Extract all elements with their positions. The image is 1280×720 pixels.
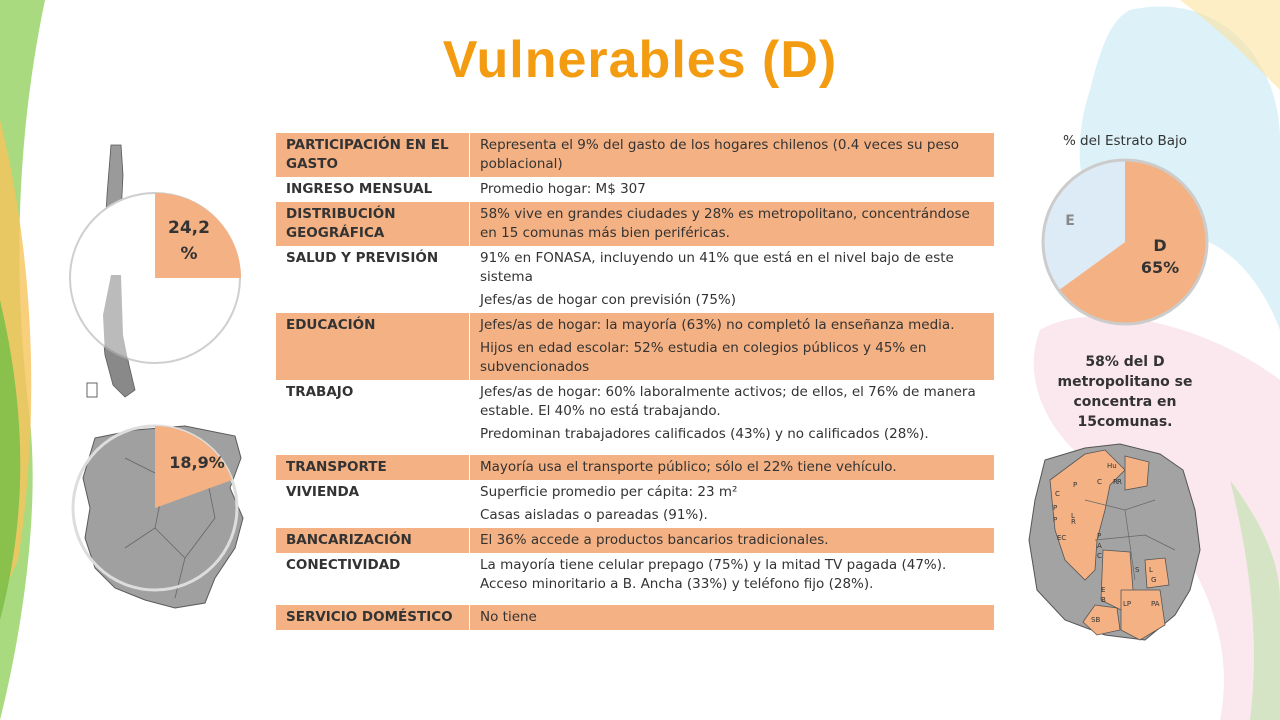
row-content-line: Casas aisladas o pareadas (91%). [480, 507, 708, 523]
row-content [469, 313, 994, 380]
row-content [469, 455, 994, 480]
pie-label-d-pct: 65% [1140, 258, 1180, 277]
map-label: Hu [1107, 462, 1117, 470]
row-label: PARTICIPACIÓN EN EL GASTO [286, 137, 449, 172]
map-label: PA [1151, 600, 1160, 608]
map-label: P [1053, 504, 1058, 512]
row-label: CONECTIVIDAD [286, 557, 401, 573]
row-content [469, 202, 994, 246]
row-content-line: Jefes/as de hogar con previsión (75%) [480, 292, 737, 308]
map-label: L [1149, 566, 1153, 574]
map-label: G [1151, 576, 1157, 584]
table-row [276, 202, 994, 246]
row-label: EDUCACIÓN [286, 317, 376, 333]
table-row [276, 605, 994, 630]
row-content-line: Predominan trabajadores calificados (43%) y no calificados (28%). [480, 426, 929, 442]
row-label: SERVICIO DOMÉSTICO [286, 609, 453, 625]
map-label: R [1113, 478, 1118, 486]
table-row [276, 553, 994, 597]
row-content-line: El 36% accede a productos bancarios tradicionales. [480, 532, 829, 548]
table-row [276, 528, 994, 553]
row-content [469, 246, 994, 313]
row-label: INGRESO MENSUAL [286, 181, 433, 197]
row-label: TRABAJO [286, 384, 354, 400]
metro-pie-label: 18,9% [169, 453, 225, 472]
row-content-line: Jefes/as de hogar: la mayoría (63%) no completó la enseñanza media. [480, 317, 955, 333]
row-content-line: Hijos en edad escolar: 52% estudia en colegios públicos y 45% en subvencionados [480, 340, 927, 375]
row-content [469, 480, 994, 528]
row-label: TRANSPORTE [286, 459, 387, 475]
row-content [469, 553, 994, 597]
chile-map-pie [65, 135, 265, 405]
map-label: P [1053, 516, 1058, 524]
table-row [276, 313, 994, 380]
map-label: B [1101, 596, 1106, 604]
row-content-line: Representa el 9% del gasto de los hogares chilenos (0.4 veces su peso poblacional) [480, 137, 960, 172]
row-content-line: 58% vive en grandes ciudades y 28% es metropolitano, concentrándose en 15 comunas más bien periféricas. [480, 206, 970, 241]
map-label: P [1097, 532, 1102, 540]
map-label: R [1071, 518, 1076, 526]
map-label: E [1101, 586, 1106, 594]
map-label: SB [1091, 616, 1101, 624]
map-label: C [1097, 552, 1102, 560]
map-label: A [1097, 542, 1102, 550]
map-label: P [1073, 481, 1078, 489]
row-content-line: Promedio hogar: M$ 307 [480, 181, 646, 197]
row-gap [276, 447, 994, 455]
national-pie-label: 24,2 % [168, 218, 210, 264]
table-row [276, 133, 994, 177]
row-content-line: La mayoría tiene celular prepago (75%) y la mitad TV pagada (47%). Acceso minoritario a B. Ancha (33%) y teléfono fijo (28%). [480, 557, 947, 592]
row-label: BANCARIZACIÓN [286, 532, 412, 548]
row-content-line: No tiene [480, 609, 537, 625]
pie-label-d-name: D [1153, 236, 1167, 255]
metro-map-pie [65, 418, 265, 618]
row-label: VIVIENDA [286, 484, 360, 500]
row-label: DISTRIBUCIÓN GEOGRÁFICA [286, 206, 396, 241]
table-row [276, 380, 994, 447]
map-label: LP [1123, 600, 1132, 608]
map-label: C [1097, 478, 1102, 486]
table-row [276, 455, 994, 480]
table-row [276, 246, 994, 313]
row-content-line: Mayoría usa el transporte público; sólo el 22% tiene vehículo. [480, 459, 897, 475]
row-content [469, 177, 994, 202]
metro-note: 58% del D metropolitano se concentra en 15comunas. [1057, 354, 1193, 430]
map-label: S [1135, 566, 1140, 574]
row-content-line: Superficie promedio per cápita: 23 m² [480, 484, 738, 500]
map-label: R [1117, 478, 1122, 486]
map-label: C [1055, 490, 1060, 498]
row-label: SALUD Y PREVISIÓN [286, 250, 439, 266]
row-content-line: Jefes/as de hogar: 60% laboralmente activos; de ellos, el 76% de manera estable. El 40% no está trabajando. [480, 384, 976, 419]
pie-label-e: E [1065, 213, 1075, 229]
row-gap [276, 597, 994, 605]
right-pie-title: % del Estrato Bajo [1062, 133, 1188, 149]
map-label: L [1071, 512, 1075, 520]
pie-label-d [1130, 235, 1190, 279]
row-content [469, 528, 994, 553]
page-title: Vulnerables (D) [442, 31, 838, 89]
table-row [276, 177, 994, 202]
map-label: EC [1057, 534, 1067, 542]
info-table [276, 133, 994, 630]
table-row [276, 480, 994, 528]
row-content [469, 380, 994, 447]
row-content [469, 133, 994, 177]
row-content [469, 605, 994, 630]
row-content-line: 91% en FONASA, incluyendo un 41% que está en el nivel bajo de este sistema [480, 250, 954, 285]
comunas-map [1025, 440, 1205, 650]
